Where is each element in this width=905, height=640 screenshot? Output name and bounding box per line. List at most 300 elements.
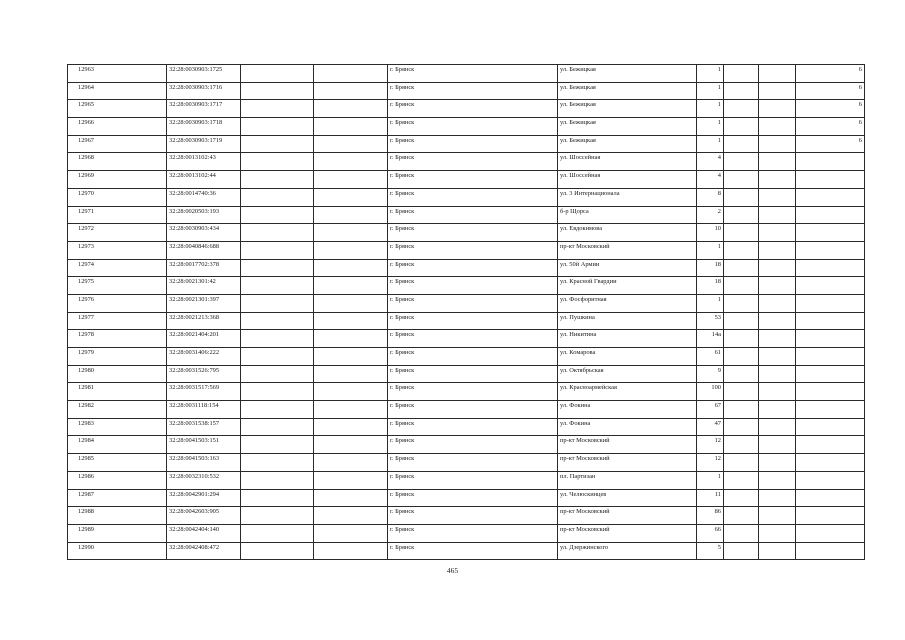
empty-cell [759, 294, 796, 312]
city-cell: г. Брянск [388, 118, 558, 136]
street-cell: б-р Щорса [558, 206, 697, 224]
table-row [68, 188, 865, 206]
empty-cell [241, 65, 314, 83]
house-number-cell: 100 [697, 383, 724, 401]
row-number-cell: 12986 [68, 471, 167, 489]
table-row [68, 312, 865, 330]
cadastral-number-cell: 32:28:0017702:378 [167, 259, 241, 277]
table-row [68, 65, 865, 83]
row-number-cell: 12987 [68, 489, 167, 507]
row-number-cell: 12985 [68, 454, 167, 472]
street-cell: ул. Фосфоритная [558, 294, 697, 312]
empty-cell [241, 171, 314, 189]
empty-cell [759, 365, 796, 383]
empty-cell [759, 259, 796, 277]
empty-cell [724, 241, 759, 259]
city-cell: г. Брянск [388, 65, 558, 83]
table-row [68, 277, 865, 295]
city-cell: г. Брянск [388, 348, 558, 366]
cadastral-number-cell: 32:28:0032310:532 [167, 471, 241, 489]
empty-cell [314, 206, 388, 224]
street-cell: ул. Комарова [558, 348, 697, 366]
city-cell: г. Брянск [388, 524, 558, 542]
street-cell: пр-кт Московский [558, 507, 697, 525]
house-number-cell: 5 [697, 542, 724, 560]
house-number-cell: 1 [697, 65, 724, 83]
row-number-cell: 12975 [68, 277, 167, 295]
table-row [68, 206, 865, 224]
row-number-cell: 12976 [68, 294, 167, 312]
house-number-cell: 66 [697, 524, 724, 542]
empty-cell [724, 507, 759, 525]
city-cell: г. Брянск [388, 153, 558, 171]
empty-cell [724, 436, 759, 454]
empty-cell [724, 365, 759, 383]
cadastral-number-cell: 32:28:0040846:688 [167, 241, 241, 259]
cadastral-number-cell: 32:28:0041503:163 [167, 454, 241, 472]
empty-cell [724, 100, 759, 118]
empty-cell [241, 471, 314, 489]
table-row [68, 330, 865, 348]
empty-cell [241, 365, 314, 383]
row-number-cell: 12969 [68, 171, 167, 189]
house-number-cell: 53 [697, 312, 724, 330]
table-row [68, 524, 865, 542]
street-cell: ул. Бежицкая [558, 82, 697, 100]
empty-cell [314, 82, 388, 100]
empty-cell [724, 224, 759, 242]
empty-cell [724, 171, 759, 189]
cadastral-number-cell: 32:28:0030903:1725 [167, 65, 241, 83]
city-cell: г. Брянск [388, 383, 558, 401]
last-column-cell [796, 348, 865, 366]
last-column-cell [796, 489, 865, 507]
empty-cell [241, 259, 314, 277]
cadastral-number-cell: 32:28:0021301:42 [167, 277, 241, 295]
cadastral-number-cell: 32:28:0031406:222 [167, 348, 241, 366]
table-row [68, 489, 865, 507]
table-row [68, 171, 865, 189]
house-number-cell: 12 [697, 436, 724, 454]
row-number-cell: 12990 [68, 542, 167, 560]
cadastral-number-cell: 32:28:0030903:434 [167, 224, 241, 242]
street-cell: ул. Бежицкая [558, 118, 697, 136]
empty-cell [241, 418, 314, 436]
city-cell: г. Брянск [388, 135, 558, 153]
last-column-cell [796, 436, 865, 454]
city-cell: г. Брянск [388, 188, 558, 206]
street-cell: пл. Партизан [558, 471, 697, 489]
row-number-cell: 12984 [68, 436, 167, 454]
house-number-cell: 47 [697, 418, 724, 436]
city-cell: г. Брянск [388, 542, 558, 560]
empty-cell [241, 454, 314, 472]
empty-cell [314, 277, 388, 295]
empty-cell [241, 348, 314, 366]
empty-cell [759, 312, 796, 330]
street-cell: ул. Красной Гвардии [558, 277, 697, 295]
street-cell: ул. Бежицкая [558, 135, 697, 153]
cadastral-number-cell: 32:28:0031517:569 [167, 383, 241, 401]
house-number-cell: 1 [697, 82, 724, 100]
empty-cell [241, 100, 314, 118]
empty-cell [241, 135, 314, 153]
empty-cell [241, 383, 314, 401]
empty-cell [724, 471, 759, 489]
city-cell: г. Брянск [388, 489, 558, 507]
empty-cell [241, 118, 314, 136]
street-cell: ул. Фокина [558, 401, 697, 419]
city-cell: г. Брянск [388, 241, 558, 259]
empty-cell [724, 454, 759, 472]
last-column-cell [796, 277, 865, 295]
empty-cell [314, 489, 388, 507]
last-column-cell [796, 224, 865, 242]
table-row [68, 241, 865, 259]
row-number-cell: 12967 [68, 135, 167, 153]
empty-cell [314, 436, 388, 454]
house-number-cell: 12 [697, 454, 724, 472]
empty-cell [759, 206, 796, 224]
street-cell: ул. Бежицкая [558, 100, 697, 118]
empty-cell [724, 330, 759, 348]
street-cell: пр-кт Московский [558, 454, 697, 472]
house-number-cell: 4 [697, 153, 724, 171]
street-cell: ул. Красноармейская [558, 383, 697, 401]
empty-cell [724, 206, 759, 224]
table-row [68, 436, 865, 454]
empty-cell [759, 436, 796, 454]
last-column-cell [796, 330, 865, 348]
empty-cell [314, 100, 388, 118]
empty-cell [724, 135, 759, 153]
cadastral-number-cell: 32:28:0031526:795 [167, 365, 241, 383]
empty-cell [314, 135, 388, 153]
empty-cell [724, 418, 759, 436]
street-cell: ул. Бежицкая [558, 65, 697, 83]
last-column-cell [796, 206, 865, 224]
empty-cell [314, 507, 388, 525]
row-number-cell: 12988 [68, 507, 167, 525]
empty-cell [241, 524, 314, 542]
street-cell: пр-кт Московский [558, 241, 697, 259]
last-column-cell: 6 [796, 82, 865, 100]
empty-cell [314, 294, 388, 312]
empty-cell [759, 330, 796, 348]
table-row [68, 118, 865, 136]
empty-cell [759, 383, 796, 401]
empty-cell [241, 542, 314, 560]
house-number-cell: 18 [697, 259, 724, 277]
last-column-cell: 6 [796, 135, 865, 153]
empty-cell [314, 118, 388, 136]
empty-cell [724, 153, 759, 171]
house-number-cell: 61 [697, 348, 724, 366]
empty-cell [759, 188, 796, 206]
empty-cell [241, 82, 314, 100]
last-column-cell [796, 454, 865, 472]
cadastral-number-cell: 32:28:0021301:397 [167, 294, 241, 312]
last-column-cell: 6 [796, 118, 865, 136]
empty-cell [314, 418, 388, 436]
table-row [68, 135, 865, 153]
table-row [68, 224, 865, 242]
empty-cell [759, 135, 796, 153]
empty-cell [314, 471, 388, 489]
empty-cell [759, 153, 796, 171]
city-cell: г. Брянск [388, 454, 558, 472]
last-column-cell [796, 259, 865, 277]
empty-cell [724, 312, 759, 330]
street-cell: ул. 3 Интернационала [558, 188, 697, 206]
empty-cell [759, 418, 796, 436]
row-number-cell: 12980 [68, 365, 167, 383]
empty-cell [724, 82, 759, 100]
city-cell: г. Брянск [388, 171, 558, 189]
empty-cell [314, 383, 388, 401]
city-cell: г. Брянск [388, 206, 558, 224]
last-column-cell [796, 418, 865, 436]
table-row [68, 82, 865, 100]
city-cell: г. Брянск [388, 294, 558, 312]
empty-cell [314, 330, 388, 348]
empty-cell [314, 348, 388, 366]
cadastral-number-cell: 32:28:0030903:1716 [167, 82, 241, 100]
empty-cell [241, 330, 314, 348]
empty-cell [724, 489, 759, 507]
street-cell: ул. 50й Армии [558, 259, 697, 277]
table-row [68, 294, 865, 312]
house-number-cell: 86 [697, 507, 724, 525]
table-row [68, 471, 865, 489]
city-cell: г. Брянск [388, 471, 558, 489]
house-number-cell: 1 [697, 241, 724, 259]
city-cell: г. Брянск [388, 277, 558, 295]
table-row [68, 401, 865, 419]
empty-cell [759, 100, 796, 118]
cadastral-number-cell: 32:28:0030903:1717 [167, 100, 241, 118]
empty-cell [759, 224, 796, 242]
street-cell: ул. Евдокимова [558, 224, 697, 242]
empty-cell [241, 489, 314, 507]
empty-cell [759, 489, 796, 507]
register-table [67, 64, 865, 560]
empty-cell [724, 294, 759, 312]
cadastral-number-cell: 32:28:0030903:1718 [167, 118, 241, 136]
house-number-cell: 10 [697, 224, 724, 242]
street-cell: пр-кт Московский [558, 436, 697, 454]
row-number-cell: 12981 [68, 383, 167, 401]
empty-cell [724, 524, 759, 542]
last-column-cell [796, 383, 865, 401]
city-cell: г. Брянск [388, 312, 558, 330]
table-row [68, 454, 865, 472]
table-row [68, 418, 865, 436]
empty-cell [314, 241, 388, 259]
cadastral-number-cell: 32:28:0042603:905 [167, 507, 241, 525]
cadastral-number-cell: 32:28:0013102:44 [167, 171, 241, 189]
cadastral-number-cell: 32:28:0021213:368 [167, 312, 241, 330]
row-number-cell: 12966 [68, 118, 167, 136]
city-cell: г. Брянск [388, 418, 558, 436]
empty-cell [724, 277, 759, 295]
table-row [68, 542, 865, 560]
house-number-cell: 1 [697, 471, 724, 489]
row-number-cell: 12972 [68, 224, 167, 242]
row-number-cell: 12970 [68, 188, 167, 206]
empty-cell [724, 348, 759, 366]
row-number-cell: 12977 [68, 312, 167, 330]
last-column-cell [796, 365, 865, 383]
table-row [68, 348, 865, 366]
row-number-cell: 12968 [68, 153, 167, 171]
street-cell: ул. Фокина [558, 418, 697, 436]
empty-cell [314, 312, 388, 330]
empty-cell [241, 224, 314, 242]
row-number-cell: 12983 [68, 418, 167, 436]
street-cell: ул. Октябрьская [558, 365, 697, 383]
empty-cell [241, 294, 314, 312]
cadastral-number-cell: 32:28:0013102:43 [167, 153, 241, 171]
empty-cell [314, 454, 388, 472]
empty-cell [314, 224, 388, 242]
last-column-cell [796, 507, 865, 525]
empty-cell [241, 188, 314, 206]
table-row [68, 383, 865, 401]
city-cell: г. Брянск [388, 100, 558, 118]
house-number-cell: 11 [697, 489, 724, 507]
house-number-cell: 1 [697, 294, 724, 312]
empty-cell [759, 524, 796, 542]
street-cell: пр-кт Московский [558, 524, 697, 542]
row-number-cell: 12978 [68, 330, 167, 348]
empty-cell [759, 454, 796, 472]
empty-cell [759, 401, 796, 419]
house-number-cell: 2 [697, 206, 724, 224]
last-column-cell [796, 188, 865, 206]
empty-cell [314, 65, 388, 83]
last-column-cell [796, 524, 865, 542]
row-number-cell: 12989 [68, 524, 167, 542]
row-number-cell: 12971 [68, 206, 167, 224]
empty-cell [314, 365, 388, 383]
empty-cell [724, 118, 759, 136]
table-row [68, 259, 865, 277]
city-cell: г. Брянск [388, 507, 558, 525]
empty-cell [314, 171, 388, 189]
house-number-cell: 14а [697, 330, 724, 348]
last-column-cell: 6 [796, 100, 865, 118]
house-number-cell: 1 [697, 135, 724, 153]
table-row [68, 153, 865, 171]
empty-cell [241, 436, 314, 454]
row-number-cell: 12965 [68, 100, 167, 118]
empty-cell [314, 542, 388, 560]
street-cell: ул. Никитина [558, 330, 697, 348]
cadastral-number-cell: 32:28:0031538:157 [167, 418, 241, 436]
cadastral-number-cell: 32:28:0042901:294 [167, 489, 241, 507]
empty-cell [314, 188, 388, 206]
street-cell: ул. Шоссейная [558, 171, 697, 189]
house-number-cell: 1 [697, 118, 724, 136]
empty-cell [759, 65, 796, 83]
street-cell: ул. Челюскинцев [558, 489, 697, 507]
empty-cell [241, 277, 314, 295]
house-number-cell: 9 [697, 365, 724, 383]
city-cell: г. Брянск [388, 259, 558, 277]
empty-cell [724, 542, 759, 560]
empty-cell [241, 206, 314, 224]
row-number-cell: 12982 [68, 401, 167, 419]
table-row [68, 365, 865, 383]
house-number-cell: 4 [697, 171, 724, 189]
empty-cell [314, 401, 388, 419]
last-column-cell [796, 401, 865, 419]
house-number-cell: 8 [697, 188, 724, 206]
house-number-cell: 18 [697, 277, 724, 295]
row-number-cell: 12974 [68, 259, 167, 277]
empty-cell [314, 524, 388, 542]
last-column-cell [796, 542, 865, 560]
street-cell: ул. Шоссейная [558, 153, 697, 171]
empty-cell [241, 241, 314, 259]
empty-cell [759, 348, 796, 366]
cadastral-number-cell: 32:28:0030903:1719 [167, 135, 241, 153]
cadastral-number-cell: 32:28:0021404:201 [167, 330, 241, 348]
city-cell: г. Брянск [388, 224, 558, 242]
page-number: 465 [446, 566, 459, 575]
city-cell: г. Брянск [388, 401, 558, 419]
last-column-cell [796, 312, 865, 330]
empty-cell [241, 507, 314, 525]
house-number-cell: 1 [697, 100, 724, 118]
row-number-cell: 12973 [68, 241, 167, 259]
row-number-cell: 12963 [68, 65, 167, 83]
city-cell: г. Брянск [388, 330, 558, 348]
street-cell: ул. Пушкина [558, 312, 697, 330]
empty-cell [241, 153, 314, 171]
empty-cell [724, 259, 759, 277]
empty-cell [241, 312, 314, 330]
empty-cell [759, 241, 796, 259]
row-number-cell: 12979 [68, 348, 167, 366]
empty-cell [759, 277, 796, 295]
empty-cell [314, 259, 388, 277]
empty-cell [724, 383, 759, 401]
empty-cell [759, 82, 796, 100]
last-column-cell [796, 241, 865, 259]
row-number-cell: 12964 [68, 82, 167, 100]
last-column-cell [796, 471, 865, 489]
cadastral-number-cell: 32:28:0041503:151 [167, 436, 241, 454]
city-cell: г. Брянск [388, 365, 558, 383]
cadastral-number-cell: 32:28:0042404:140 [167, 524, 241, 542]
last-column-cell: 6 [796, 65, 865, 83]
empty-cell [759, 471, 796, 489]
cadastral-number-cell: 32:28:0031118:154 [167, 401, 241, 419]
street-cell: ул. Дзержинского [558, 542, 697, 560]
house-number-cell: 67 [697, 401, 724, 419]
cadastral-number-cell: 32:28:0042408:472 [167, 542, 241, 560]
empty-cell [759, 542, 796, 560]
city-cell: г. Брянск [388, 436, 558, 454]
city-cell: г. Брянск [388, 82, 558, 100]
empty-cell [724, 65, 759, 83]
empty-cell [241, 401, 314, 419]
last-column-cell [796, 153, 865, 171]
last-column-cell [796, 294, 865, 312]
empty-cell [759, 171, 796, 189]
